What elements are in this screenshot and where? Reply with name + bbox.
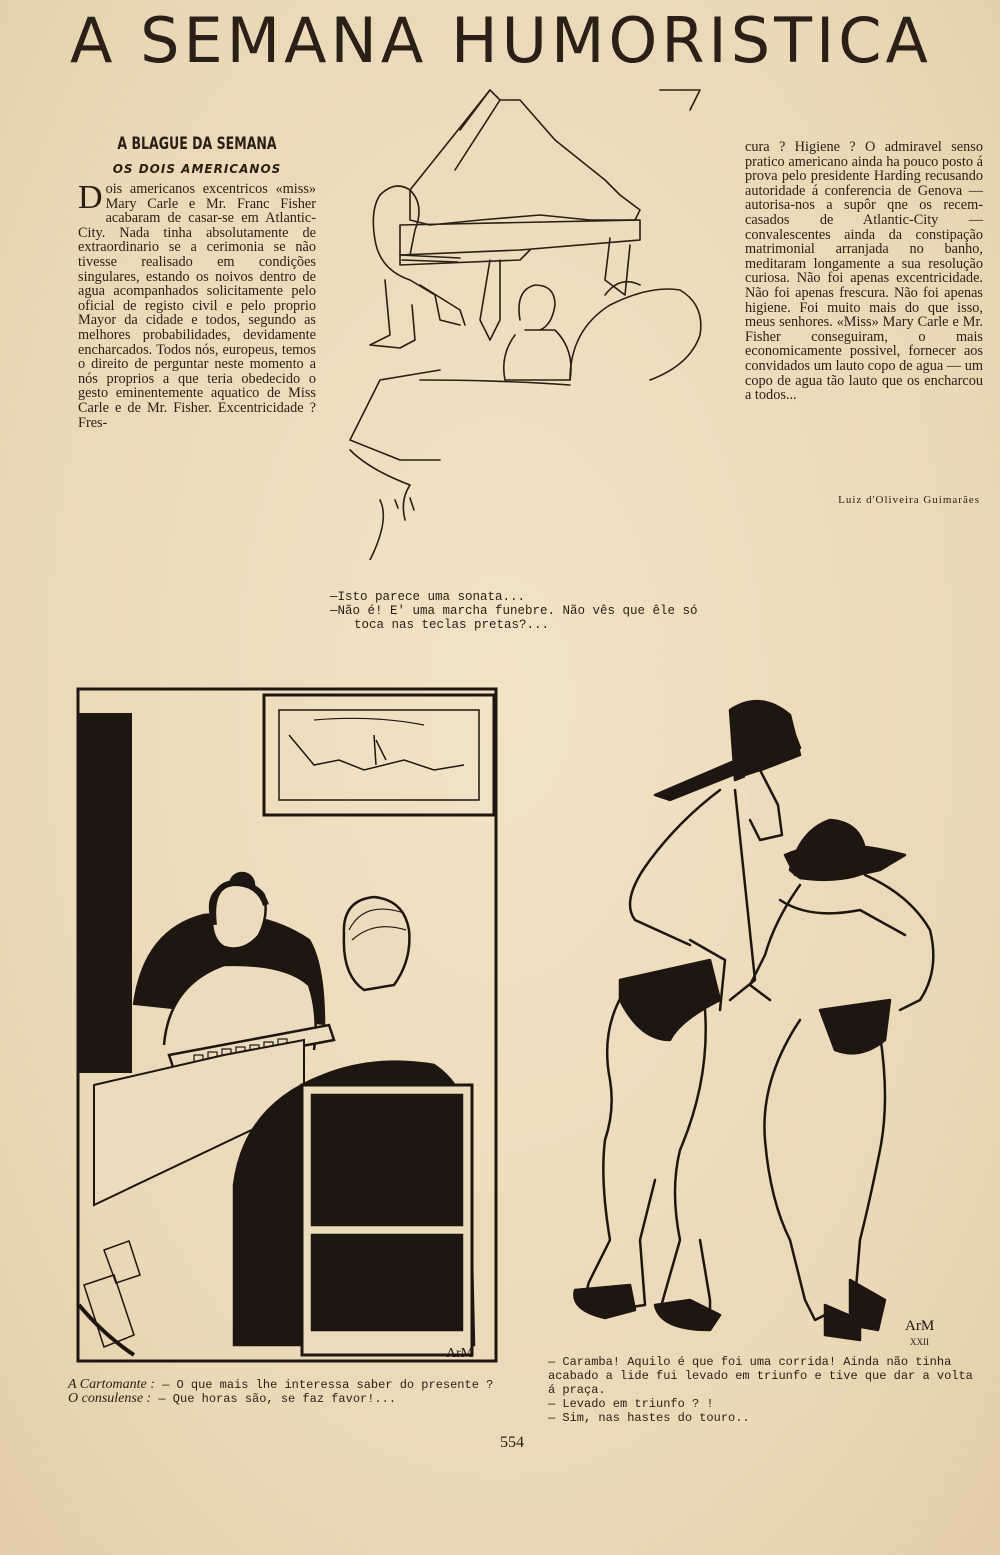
svg-text:ArM: ArM [446, 1346, 474, 1361]
consulente-line: — Que horas são, se faz favor!... [158, 1392, 397, 1406]
masthead-title: A SEMANA HUMORISTICA [70, 4, 932, 77]
bull-caption-line-1: — Caramba! Aquilo é que foi uma corrida! Ainda não tinha acabado a lide fui levado em triunfo e tive que dar a volta á praça. [548, 1355, 973, 1397]
article-text-left: ois americanos excentricos «miss» Mary Carle e Mr. Franc Fisher acabaram de casar-se em Atlantic-City. Nada tinha absolutamente de extraordinario se a cerimonia se não tivesse realisado em condições singulares, estando os noivos dentro de agua acompanhados solicitamente pelo oficial de registo civil e pelo proprio Mayor da cidade e todos, segundo as melhores probabilidades, devidamente encharcados. Todos nós, europeus, temos o direito de perguntar neste momento a nós proprios a que teria obedecido o gesto eminentemente aquatico de Miss Carle e de Mr. Fisher. Excentricidade ? Fres- [78, 181, 316, 431]
section-subtitle: OS DOIS AMERICANOS [112, 162, 282, 176]
bullfighters-caption [548, 1355, 978, 1425]
consulente-label: O consulense : [68, 1391, 152, 1406]
page-number: 554 [500, 1434, 524, 1451]
article-left-column [78, 134, 316, 430]
bullfighters-cartoon [560, 680, 980, 1360]
article-right-column [745, 140, 983, 403]
piano-caption-line-2: —Não é! E' uma marcha funebre. Não vês que êle só [330, 604, 698, 618]
piano-sketch-illustration [340, 80, 740, 560]
drop-cap: D [78, 179, 103, 216]
article-text-right: cura ? Higiene ? O admiravel senso pratico americano ainda ha pouco posto á prova pelo presidente Harding recusando autoridade á conferencia de Genova — autorisa-nos a supôr qne os recem-casados de Atlantic-City —convalescentes ainda da constipação matrimonial arranjada no banho, meditaram longamente a sua resolução curiosa. Não foi apenas excentricidade. Não foi apenas frescura. Não foi apenas higiene. Foi muito mais do que isso, meus senhores. «Miss» Mary Carle e Mr. Fisher conseguiram, o mais economicamente possivel, fornecer aos convidados um lauto copo de agua — um copo de agua tão lauto que os encharcou a todos... [745, 139, 983, 404]
fortune-teller-caption [68, 1378, 508, 1406]
article-body-left [78, 179, 316, 431]
piano-caption [330, 590, 730, 632]
svg-text:XXII: XXII [910, 1337, 929, 1347]
bull-caption-line-3: — Sim, nas hastes do touro.. [548, 1411, 750, 1425]
piano-caption-line-3: toca nas teclas pretas?... [354, 618, 550, 632]
svg-text:ArM: ArM [905, 1318, 935, 1334]
cartomante-label: A Cartomante : [68, 1377, 155, 1392]
bull-caption-line-2: — Levado em triunfo ? ! [548, 1397, 714, 1411]
section-title: A BLAGUE DA SEMANA [117, 134, 277, 154]
fortune-teller-cartoon [74, 685, 504, 1375]
article-author: Luiz d'Oliveira Guimarães [838, 494, 980, 506]
cartomante-line: — O que mais lhe interessa saber do presente ? [162, 1378, 494, 1392]
piano-caption-line-1: —Isto parece uma sonata... [330, 590, 526, 604]
